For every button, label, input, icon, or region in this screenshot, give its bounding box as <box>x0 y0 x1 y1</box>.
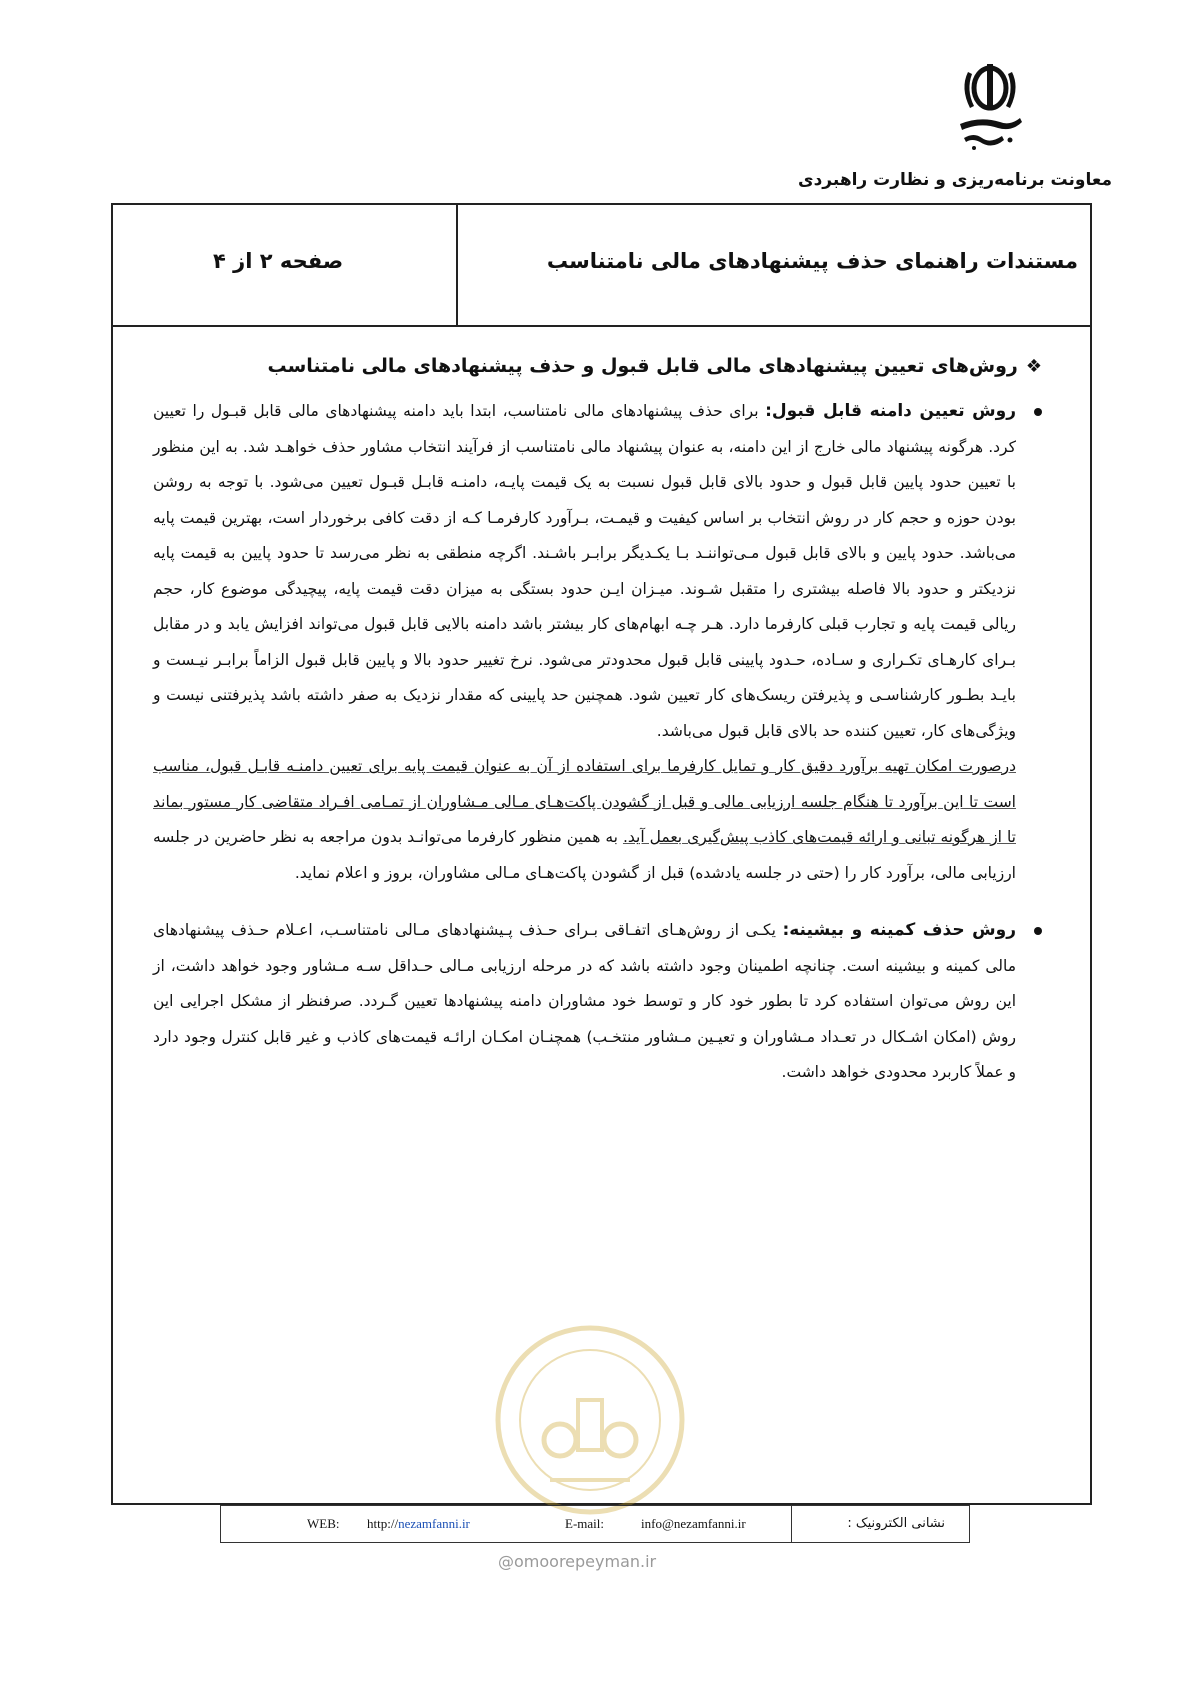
item-title: روش تعیین دامنه قابل قبول: <box>765 401 1016 421</box>
item-text: یکـی از روش‌هـای اتفـاقی بـرای حـذف پـیشنهادهای مـالی نامتناسـب، اعـلام حـذف پیشنهادهای مالی کمینه و بیشینه است. چنانچه اطمینان وجود داشته باشد که در مرحله ارزیابی مـالی حـداقل سـه مـشاور وجود خواهد داشت، از این روش می‌توان استفاده کرد تا بطور خود کار و توسط خود مشاوران دامنه پیشنهادها تعیین گـردد. صرفنظر از مشکل اجرایی این روش (امکان اشـکال در تعـداد مـشاوران و تعیـین مـشاور منتخـب) همچنـان امکـان ارائـه قیمت‌های کاذب و غیر قابل کنترل وجود دارد و عملاً کاربرد محدودی خواهد داشت. <box>153 921 1016 1081</box>
footer-label-cell <box>791 1506 969 1542</box>
document-body <box>153 349 1042 1091</box>
page-number: صفحه ۲ از ۴ <box>213 249 344 273</box>
emblem <box>950 62 1030 158</box>
underlined-note: درصورت امکان تهیه برآورد دقیق کار و تمایل کارفرما برای استفاده از آن به عنوان قیمت پایه برای تعیین دامنـه قابـل قبول، مناسب است تا این برآورد تا هنگام جلسه ارزیابی مالی و قبل از گشودن پاکت‌هـای مـالی مـشاوران از تمـامی افـراد متقاضی کار مستور بماند تا از هرگونه تبانی و ارائه قیمت‌های کاذب پیش‌گیری بعمل آید. <box>153 757 1016 846</box>
list-item <box>153 913 1042 1091</box>
note-paragraph <box>153 749 1042 891</box>
email-link[interactable]: info@nezamfanni.ir <box>641 1516 746 1531</box>
document-title: مستندات راهنمای حذف پیشنهادهای مالی نامتناسب <box>546 249 1078 273</box>
note-rest: به همین منظور کارفرما می‌توانـد بدون مراجعه به نظر حاضرین در جلسه ارزیابی مالی، برآورد کار را (حتی در جلسه یادشده) قبل از گشودن پاکت‌هـای مـالی مشاوران، بروز و اعلام نماید. <box>153 828 1016 882</box>
iran-emblem-icon <box>950 62 1030 158</box>
web-domain: nezamfanni.ir <box>398 1516 470 1531</box>
web-prefix: http:// <box>367 1516 399 1531</box>
item-title: روش حذف کمینه و بیشینه: <box>782 920 1016 940</box>
item-text: برای حذف پیشنهادهای مالی نامتناسب، ابتدا باید دامنه پیشنهادهای مالی قابل قبـول را تعیین کرد. هرگونه پیشنهاد مالی خارج از این دامنه، به عنوان پیشنهاد مالی نامتناسب از فرآیند انتخاب مشاور حذف خواهـد شد. به این منظور با تعیین حدود پایین قابل قبول و حدود بالای قابل قبول نسبت به یک قیمت پایـه، دامنـه قابـل قبـول تعیین می‌شود. با توجه به روشن بودن حوزه و حجم کار در روش انتخاب بر اساس کیفیت و قیمـت، بـرآورد کارفرمـا کـه از دقت کافی برخوردار است، بهترین قیمت پایه می‌باشد. حدود پایین و بالای قابل قبول مـی‌تواننـد بـا یکـدیگر برابـر باشـند. اگرچه منطقی به نظر می‌رسد تا حدود پایین به قیمت پایه نزدیکتر و حدود بالا فاصله بیشتری را متقبل شـوند. میـزان ایـن حدود بستگی به میزان دقت قیمت پایه، پیچیدگی موضوع کار، حجم ریالی قیمت پایه و تجارب قبلی کارفرما دارد. هـر چـه ابهام‌های کار بیشتر باشد دامنه بالایی قابل قبول می‌تواند افزایش یابد و در مقابل بـرای کارهـای تکـراری و سـاده، حـدود پایینی قابل قبول محدودتر می‌شود. نرخ تغییر حدود بالا و پایین قابل قبول الزاماً برابـر نیـست و بایـد بطـور کارشناسـی و پذیرفتن ریسک‌های کار تعیین شود. همچنین حد پایینی که مقدار نزدیک به صفر داشته باشد پذیرفتنی نیست و ویژگی‌های کار، تعیین کننده حد بالای قابل قبول می‌باشد. <box>153 402 1016 740</box>
watermark-seal <box>490 1320 690 1520</box>
diamond-bullet-icon: ❖ <box>1025 356 1042 377</box>
section-heading <box>153 349 1042 384</box>
watermark-site: @omoorepeyman.ir <box>498 1552 657 1571</box>
document-header <box>113 205 1090 327</box>
footer-label: نشانی الکترونیک : <box>847 1516 945 1531</box>
document-frame <box>111 203 1092 1505</box>
header-title-cell <box>456 205 1090 325</box>
bullet-icon <box>1034 927 1042 935</box>
bullet-icon <box>1034 408 1042 416</box>
web-link[interactable] <box>367 1516 470 1532</box>
footer <box>220 1505 970 1543</box>
email-label: E-mail: <box>565 1516 604 1531</box>
web-label: WEB: <box>307 1516 340 1531</box>
seal-icon <box>490 1320 690 1520</box>
section-heading-text: روش‌های تعیین پیشنهادهای مالی قابل قبول و حذف پیشنهادهای مالی نامتناسب <box>267 355 1018 377</box>
organization-name: معاونت برنامه‌ریزی و نظارت راهبردی <box>798 170 1112 190</box>
list-item <box>153 394 1042 749</box>
